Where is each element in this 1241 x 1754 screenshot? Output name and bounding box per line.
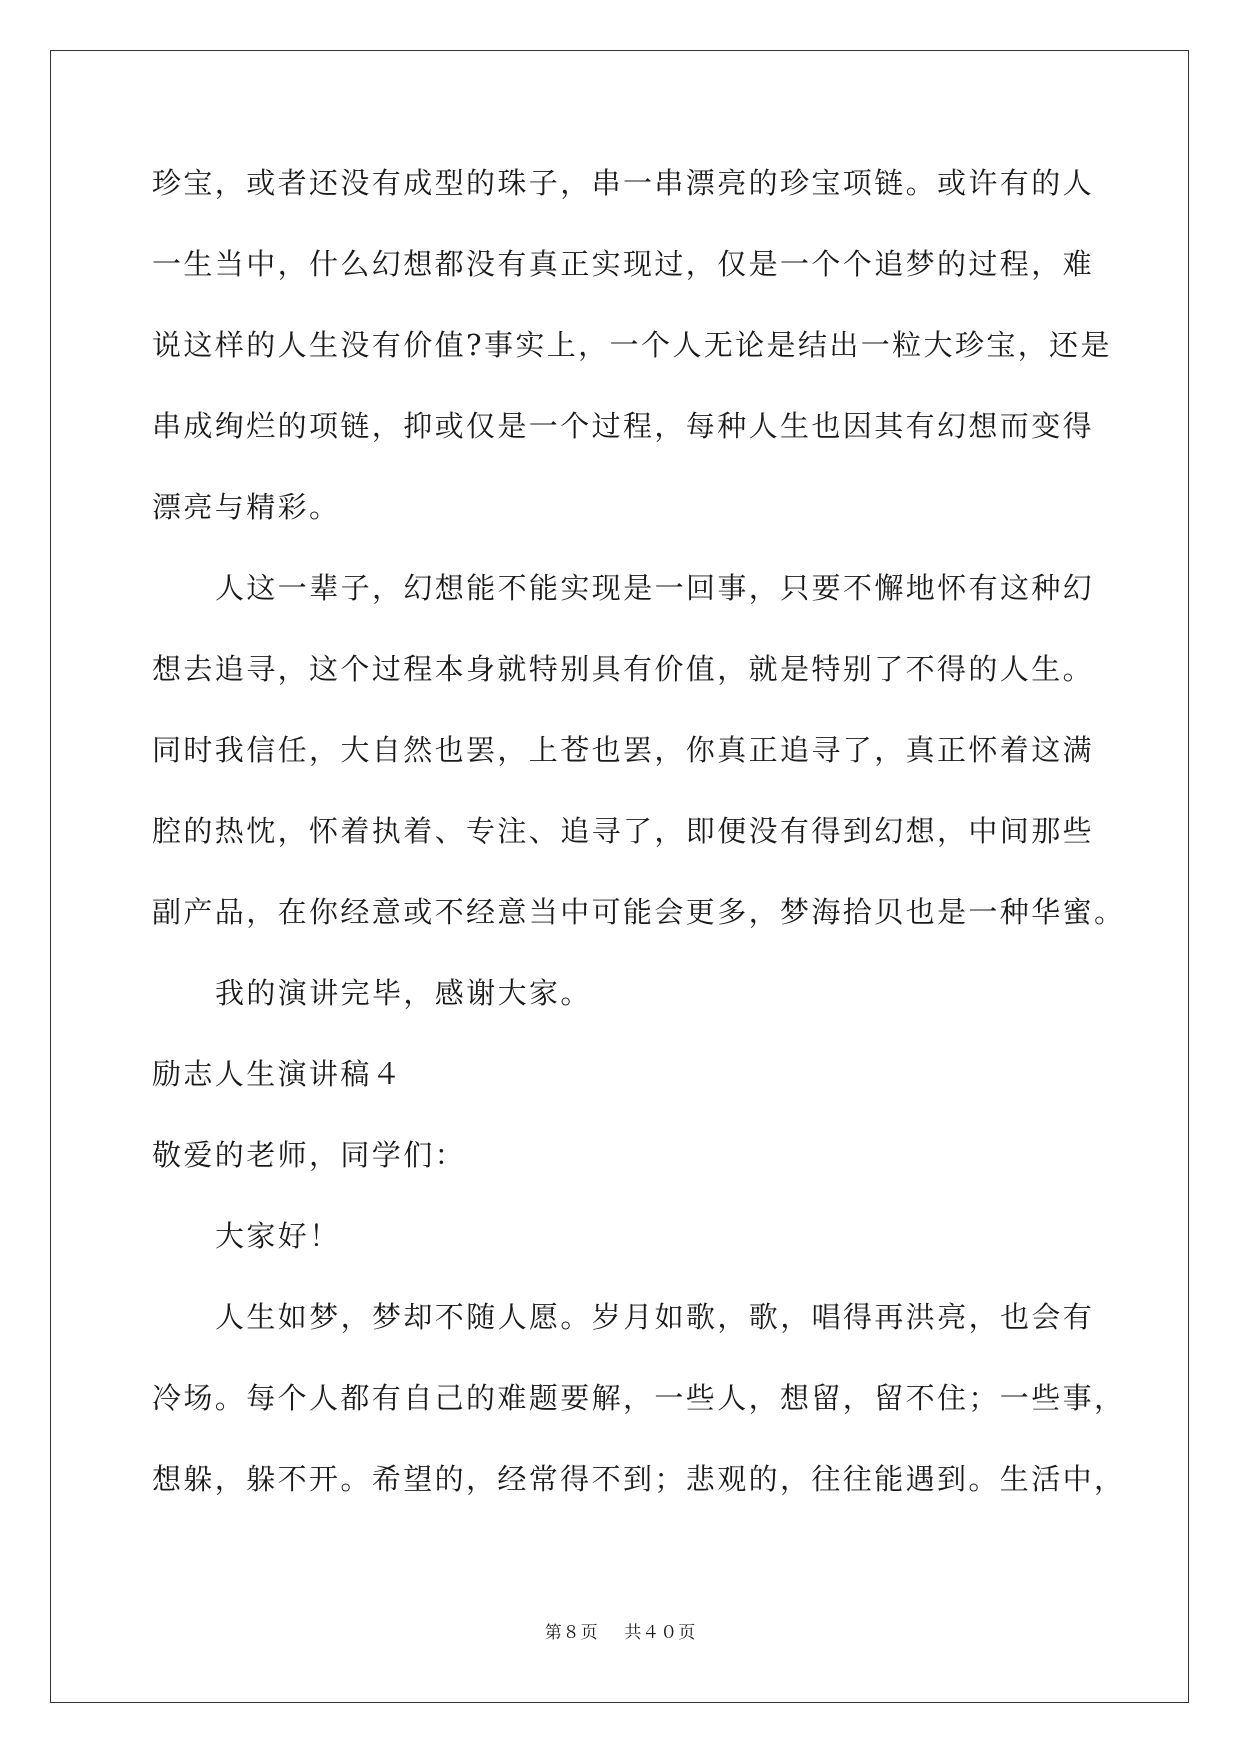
paragraph-line: 副产品，在你经意或不经意当中可能会更多，梦海拾贝也是一种华蜜。 [152, 895, 1126, 929]
paragraph-line: 想去追寻，这个过程本身就特别具有价值，就是特别了不得的人生。 [152, 652, 1095, 686]
salutation: 敬爱的老师，同学们： [152, 1138, 467, 1172]
section-heading: 励志人生演讲稿４ [152, 1057, 404, 1091]
paragraph-line: 人这一辈子，幻想能不能实现是一回事，只要不懈地怀有这种幻 [215, 571, 1095, 605]
document-body [152, 160, 1126, 1537]
paragraph-line: 想躲，躲不开。希望的，经常得不到；悲观的，往往能遇到。生活中， [152, 1462, 1126, 1496]
paragraph-line: 漂亮与精彩。 [152, 490, 341, 524]
page-number: 第８页 [544, 1623, 599, 1643]
closing-line: 我的演讲完毕，感谢大家。 [215, 976, 592, 1010]
page-footer [0, 1618, 1241, 1643]
paragraph-line: 腔的热忱，怀着执着、专注、追寻了，即便没有得到幻想，中间那些 [152, 814, 1095, 848]
paragraph-line: 一生当中，什么幻想都没有真正实现过，仅是一个个追梦的过程，难 [152, 247, 1095, 281]
paragraph-line: 珍宝，或者还没有成型的珠子，串一串漂亮的珍宝项链。或许有的人 [152, 166, 1095, 200]
paragraph-line: 人生如梦，梦却不随人愿。岁月如歌，歌，唱得再洪亮，也会有 [215, 1300, 1095, 1334]
page-total: 共４０页 [624, 1623, 697, 1643]
paragraph-line: 冷场。每个人都有自己的难题要解，一些人，想留，留不住；一些事， [152, 1381, 1126, 1415]
paragraph-line: 串成绚烂的项链，抑或仅是一个过程，每种人生也因其有幻想而变得 [152, 409, 1095, 443]
greeting: 大家好！ [215, 1219, 341, 1253]
paragraph-line: 说这样的人生没有价值?事实上，一个人无论是结出一粒大珍宝，还是 [152, 328, 1112, 362]
paragraph-line: 同时我信任，大自然也罢，上苍也罢，你真正追寻了，真正怀着这满 [152, 733, 1095, 767]
